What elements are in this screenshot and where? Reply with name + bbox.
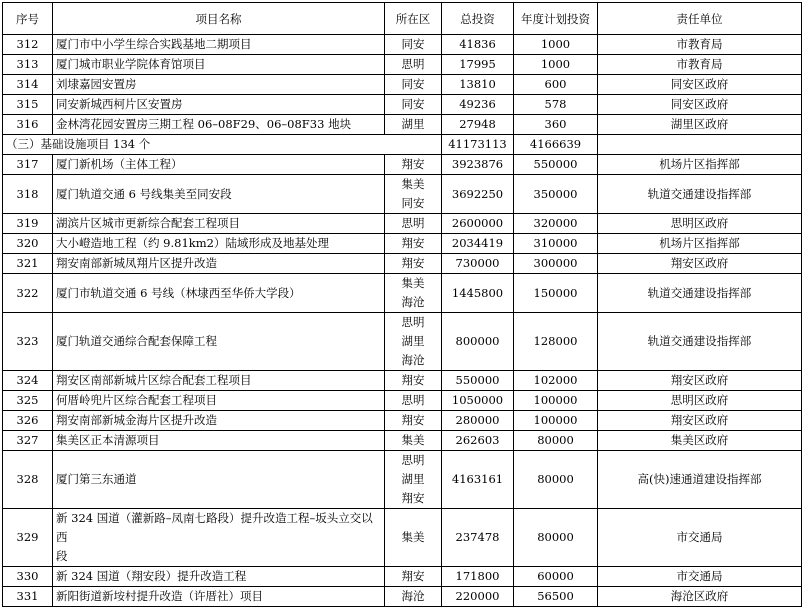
table-row	[3, 587, 802, 607]
row-district: 集美	[385, 509, 442, 567]
table-header-row	[3, 3, 802, 35]
name-line: 段	[56, 549, 68, 563]
section-annual: 4166639	[514, 135, 598, 155]
row-total: 4163161	[442, 451, 514, 509]
district-line: 集美	[401, 177, 425, 191]
row-seq: 323	[3, 313, 53, 371]
row-district: 同安	[385, 75, 442, 95]
row-seq: 320	[3, 234, 53, 254]
row-district	[385, 175, 442, 214]
row-seq: 329	[3, 509, 53, 567]
table-row	[3, 214, 802, 234]
row-district: 海沧	[385, 587, 442, 607]
row-total: 17995	[442, 55, 514, 75]
row-name: 新 324 国道（翔安段）提升改造工程	[53, 567, 385, 587]
table-row	[3, 35, 802, 55]
name-line: 新 324 国道（灌新路–凤南七路段）提升改造工程–坂头立交以西	[56, 511, 373, 544]
table-row	[3, 55, 802, 75]
row-total: 41836	[442, 35, 514, 55]
table-row	[3, 451, 802, 509]
row-seq: 322	[3, 274, 53, 313]
row-unit: 机场片区指挥部	[598, 155, 802, 175]
row-annual: 128000	[514, 313, 598, 371]
district-line: 海沧	[401, 295, 425, 309]
row-district: 翔安	[385, 254, 442, 274]
row-district: 同安	[385, 95, 442, 115]
row-district	[385, 313, 442, 371]
row-district: 翔安	[385, 234, 442, 254]
row-total: 2034419	[442, 234, 514, 254]
row-annual: 80000	[514, 451, 598, 509]
row-name: 何厝岭兜片区综合配套工程项目	[53, 391, 385, 411]
section-label: （三）基础设施项目 134 个	[3, 135, 442, 155]
table-row	[3, 313, 802, 371]
row-unit: 同安区政府	[598, 95, 802, 115]
row-name: 厦门轨道交通 6 号线集美至同安段	[53, 175, 385, 214]
row-name: 厦门城市职业学院体育馆项目	[53, 55, 385, 75]
table-row	[3, 371, 802, 391]
row-district: 翔安	[385, 567, 442, 587]
row-unit: 市教育局	[598, 55, 802, 75]
row-unit: 集美区政府	[598, 431, 802, 451]
row-unit: 思明区政府	[598, 214, 802, 234]
district-line: 翔安	[401, 491, 425, 505]
row-total: 1050000	[442, 391, 514, 411]
row-annual: 60000	[514, 567, 598, 587]
row-annual: 310000	[514, 234, 598, 254]
row-name: 湖滨片区城市更新综合配套工程项目	[53, 214, 385, 234]
table-row	[3, 115, 802, 135]
table-row	[3, 431, 802, 451]
header-unit: 责任单位	[598, 3, 802, 35]
row-total: 49236	[442, 95, 514, 115]
row-name: 厦门新机场（主体工程）	[53, 155, 385, 175]
row-seq: 331	[3, 587, 53, 607]
table-row	[3, 155, 802, 175]
row-name: 金林湾花园安置房三期工程 06–08F29、06–08F33 地块	[53, 115, 385, 135]
row-annual: 320000	[514, 214, 598, 234]
row-total: 2600000	[442, 214, 514, 234]
row-district: 思明	[385, 214, 442, 234]
row-annual: 600	[514, 75, 598, 95]
row-district	[385, 274, 442, 313]
row-total: 3923876	[442, 155, 514, 175]
row-total: 13810	[442, 75, 514, 95]
row-unit: 同安区政府	[598, 75, 802, 95]
project-table	[2, 2, 802, 607]
row-unit: 市教育局	[598, 35, 802, 55]
row-unit: 翔安区政府	[598, 371, 802, 391]
row-total: 262603	[442, 431, 514, 451]
table-row	[3, 175, 802, 214]
row-total: 280000	[442, 411, 514, 431]
row-name	[53, 509, 385, 567]
row-seq: 314	[3, 75, 53, 95]
table-row	[3, 75, 802, 95]
table-row	[3, 391, 802, 411]
district-line: 湖里	[401, 472, 425, 486]
row-seq: 321	[3, 254, 53, 274]
header-name: 项目名称	[53, 3, 385, 35]
row-seq: 317	[3, 155, 53, 175]
header-district: 所在区	[385, 3, 442, 35]
row-name: 翔安南部新城凤翔片区提升改造	[53, 254, 385, 274]
row-unit: 海沧区政府	[598, 587, 802, 607]
district-line: 思明	[401, 315, 425, 329]
row-district	[385, 451, 442, 509]
table-row	[3, 509, 802, 567]
table-row	[3, 95, 802, 115]
header-seq: 序号	[3, 3, 53, 35]
district-line: 集美	[401, 276, 425, 290]
row-name: 新阳街道新垵村提升改造（许厝社）项目	[53, 587, 385, 607]
row-total: 730000	[442, 254, 514, 274]
row-name: 集美区正本清源项目	[53, 431, 385, 451]
row-name: 厦门第三东通道	[53, 451, 385, 509]
row-seq: 328	[3, 451, 53, 509]
row-unit: 机场片区指挥部	[598, 234, 802, 254]
district-line: 同安	[401, 196, 425, 210]
section-total: 41173113	[442, 135, 514, 155]
row-annual: 56500	[514, 587, 598, 607]
section-row	[3, 135, 802, 155]
row-district: 翔安	[385, 155, 442, 175]
row-unit: 湖里区政府	[598, 115, 802, 135]
row-name: 翔安南部新城金海片区提升改造	[53, 411, 385, 431]
row-seq: 324	[3, 371, 53, 391]
row-total: 171800	[442, 567, 514, 587]
row-name: 厦门市轨道交通 6 号线（林埭西至华侨大学段）	[53, 274, 385, 313]
row-seq: 315	[3, 95, 53, 115]
row-annual: 300000	[514, 254, 598, 274]
row-annual: 80000	[514, 431, 598, 451]
row-total: 800000	[442, 313, 514, 371]
row-seq: 327	[3, 431, 53, 451]
row-unit: 思明区政府	[598, 391, 802, 411]
row-seq: 330	[3, 567, 53, 587]
row-district: 翔安	[385, 371, 442, 391]
row-total: 237478	[442, 509, 514, 567]
row-unit: 轨道交通建设指挥部	[598, 274, 802, 313]
row-name: 同安新城西柯片区安置房	[53, 95, 385, 115]
row-name: 厦门轨道交通综合配套保障工程	[53, 313, 385, 371]
row-unit: 轨道交通建设指挥部	[598, 175, 802, 214]
row-district: 思明	[385, 391, 442, 411]
row-annual: 100000	[514, 391, 598, 411]
section-unit-empty	[598, 135, 802, 155]
row-annual: 100000	[514, 411, 598, 431]
row-annual: 150000	[514, 274, 598, 313]
row-annual: 102000	[514, 371, 598, 391]
row-unit: 轨道交通建设指挥部	[598, 313, 802, 371]
row-name: 翔安区南部新城片区综合配套工程项目	[53, 371, 385, 391]
row-total: 1445800	[442, 274, 514, 313]
row-annual: 360	[514, 115, 598, 135]
header-annual: 年度计划投资	[514, 3, 598, 35]
row-unit: 翔安区政府	[598, 411, 802, 431]
row-name: 刘埭嘉园安置房	[53, 75, 385, 95]
row-district: 同安	[385, 35, 442, 55]
row-annual: 350000	[514, 175, 598, 214]
row-seq: 316	[3, 115, 53, 135]
row-annual: 1000	[514, 35, 598, 55]
row-seq: 313	[3, 55, 53, 75]
row-district: 翔安	[385, 411, 442, 431]
row-total: 3692250	[442, 175, 514, 214]
row-name: 厦门市中小学生综合实践基地二期项目	[53, 35, 385, 55]
row-seq: 312	[3, 35, 53, 55]
header-total: 总投资	[442, 3, 514, 35]
row-seq: 325	[3, 391, 53, 411]
row-seq: 326	[3, 411, 53, 431]
district-line: 湖里	[401, 334, 425, 348]
district-line: 海沧	[401, 353, 425, 367]
table-row	[3, 254, 802, 274]
row-district: 集美	[385, 431, 442, 451]
table-row	[3, 567, 802, 587]
row-total: 550000	[442, 371, 514, 391]
row-district: 湖里	[385, 115, 442, 135]
row-total: 27948	[442, 115, 514, 135]
row-unit: 市交通局	[598, 567, 802, 587]
row-name: 大小嶝造地工程（约 9.81km2）陆域形成及地基处理	[53, 234, 385, 254]
table-row	[3, 274, 802, 313]
table-row	[3, 411, 802, 431]
row-annual: 1000	[514, 55, 598, 75]
row-annual: 550000	[514, 155, 598, 175]
row-unit: 市交通局	[598, 509, 802, 567]
table-row	[3, 234, 802, 254]
row-seq: 318	[3, 175, 53, 214]
row-district: 思明	[385, 55, 442, 75]
row-total: 220000	[442, 587, 514, 607]
district-line: 思明	[401, 453, 425, 467]
row-annual: 578	[514, 95, 598, 115]
row-unit: 高(快)速通道建设指挥部	[598, 451, 802, 509]
row-annual: 80000	[514, 509, 598, 567]
row-unit: 翔安区政府	[598, 254, 802, 274]
row-seq: 319	[3, 214, 53, 234]
